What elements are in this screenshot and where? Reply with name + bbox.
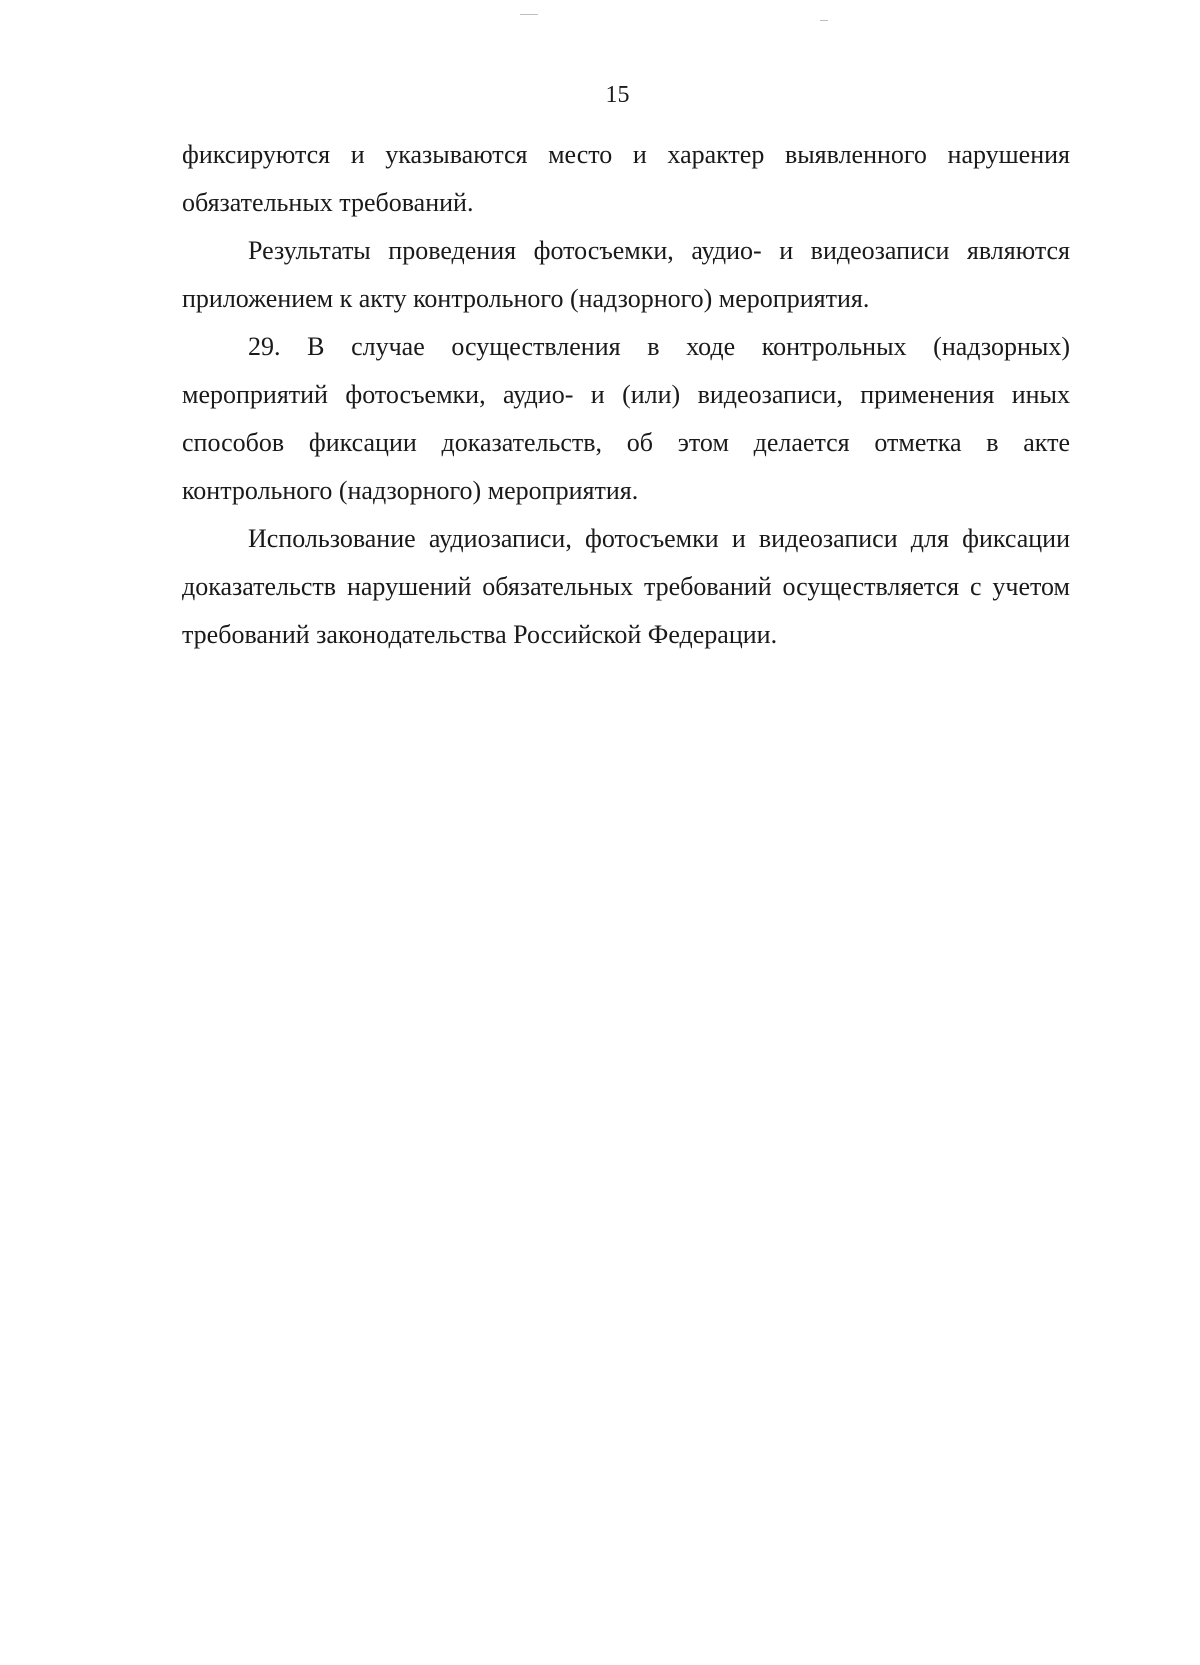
paragraph-item-29: 29. В случае осуществления в ходе контрольных (надзорных) мероприятий фотосъемки, аудио- и (или) видеозаписи, применения иных способов фиксации доказательств, об этом делается отметка в акте контрольного (надзорного) мероприятия. [182,332,1070,505]
scan-artifact [520,14,538,15]
paragraph-continuation: фиксируются и указываются место и характер выявленного нарушения обязательных требований. [182,140,1070,217]
page-number: 15 [605,82,630,108]
document-body [182,131,1070,659]
paragraph-usage: Использование аудиозаписи, фотосъемки и видеозаписи для фиксации доказательств нарушений обязательных требований осуществляется с учетом требований законодательства Российской Федерации. [182,524,1070,649]
scan-artifact [820,20,828,21]
paragraph-results: Результаты проведения фотосъемки, аудио- и видеозаписи являются приложением к акту контрольного (надзорного) мероприятия. [182,236,1070,313]
